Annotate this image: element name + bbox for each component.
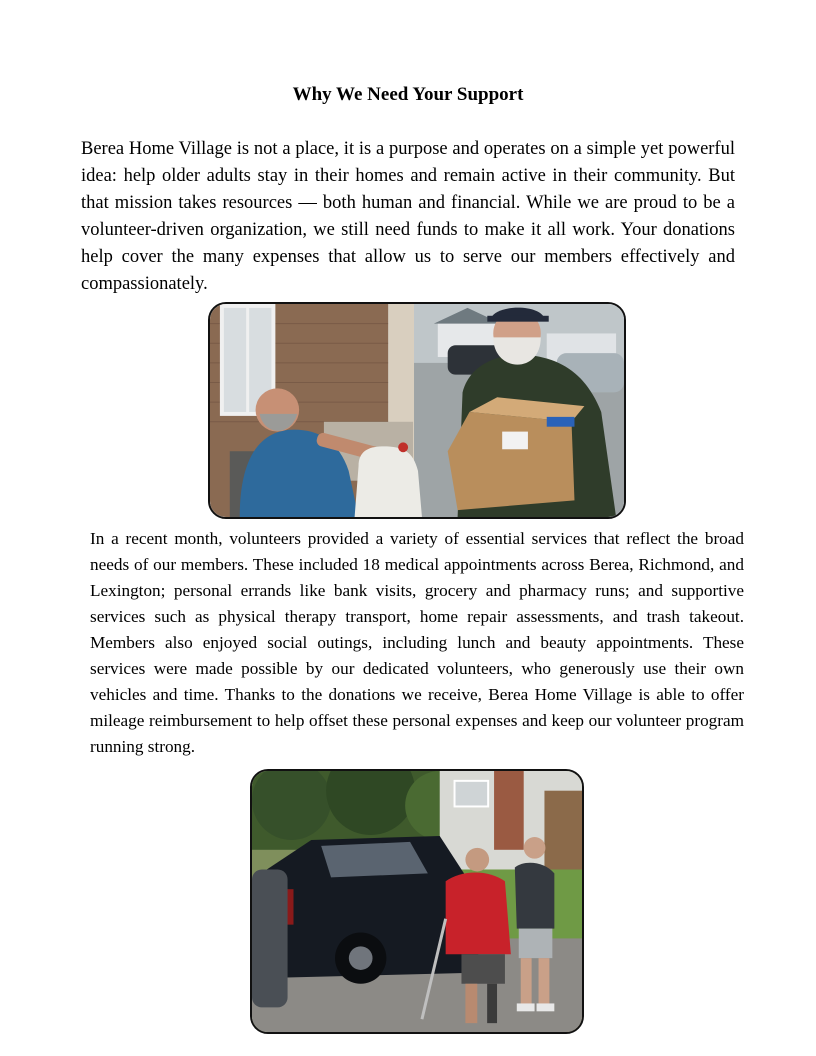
volunteer-delivery-photo: [208, 302, 626, 519]
volunteer-transport-photo: [250, 769, 584, 1034]
services-paragraph: In a recent month, volunteers provided a variety of essential services that reflect the broad needs of our members. These included 18 medical appointments across Berea, Richmond, and Lexington; personal errands like bank visits, grocery and pharmacy runs; and supportive services such as physical therapy transport, home repair assessments, and trash takeout. Members also enjoyed social outings, including lunch and beauty appointments. These services were made possible by our dedicated volunteers, who generously use their own vehicles and time. Thanks to the donations we receive, Berea Home Village is able to offer mileage reimbursement to help offset these personal expenses and keep our volunteer program running strong.: [90, 529, 744, 756]
page-title: Why We Need Your Support: [292, 84, 524, 105]
intro-paragraph: Berea Home Village is not a place, it is a purpose and operates on a simple yet powerful idea: help older adults stay in their homes and remain active in their community. But that mission takes resources — both human and financial. While we are proud to be a volunteer-driven organization, we still need funds to make it all work. Your donations help cover the many expenses that allow us to serve our members effectively and compassionately.: [81, 139, 735, 294]
